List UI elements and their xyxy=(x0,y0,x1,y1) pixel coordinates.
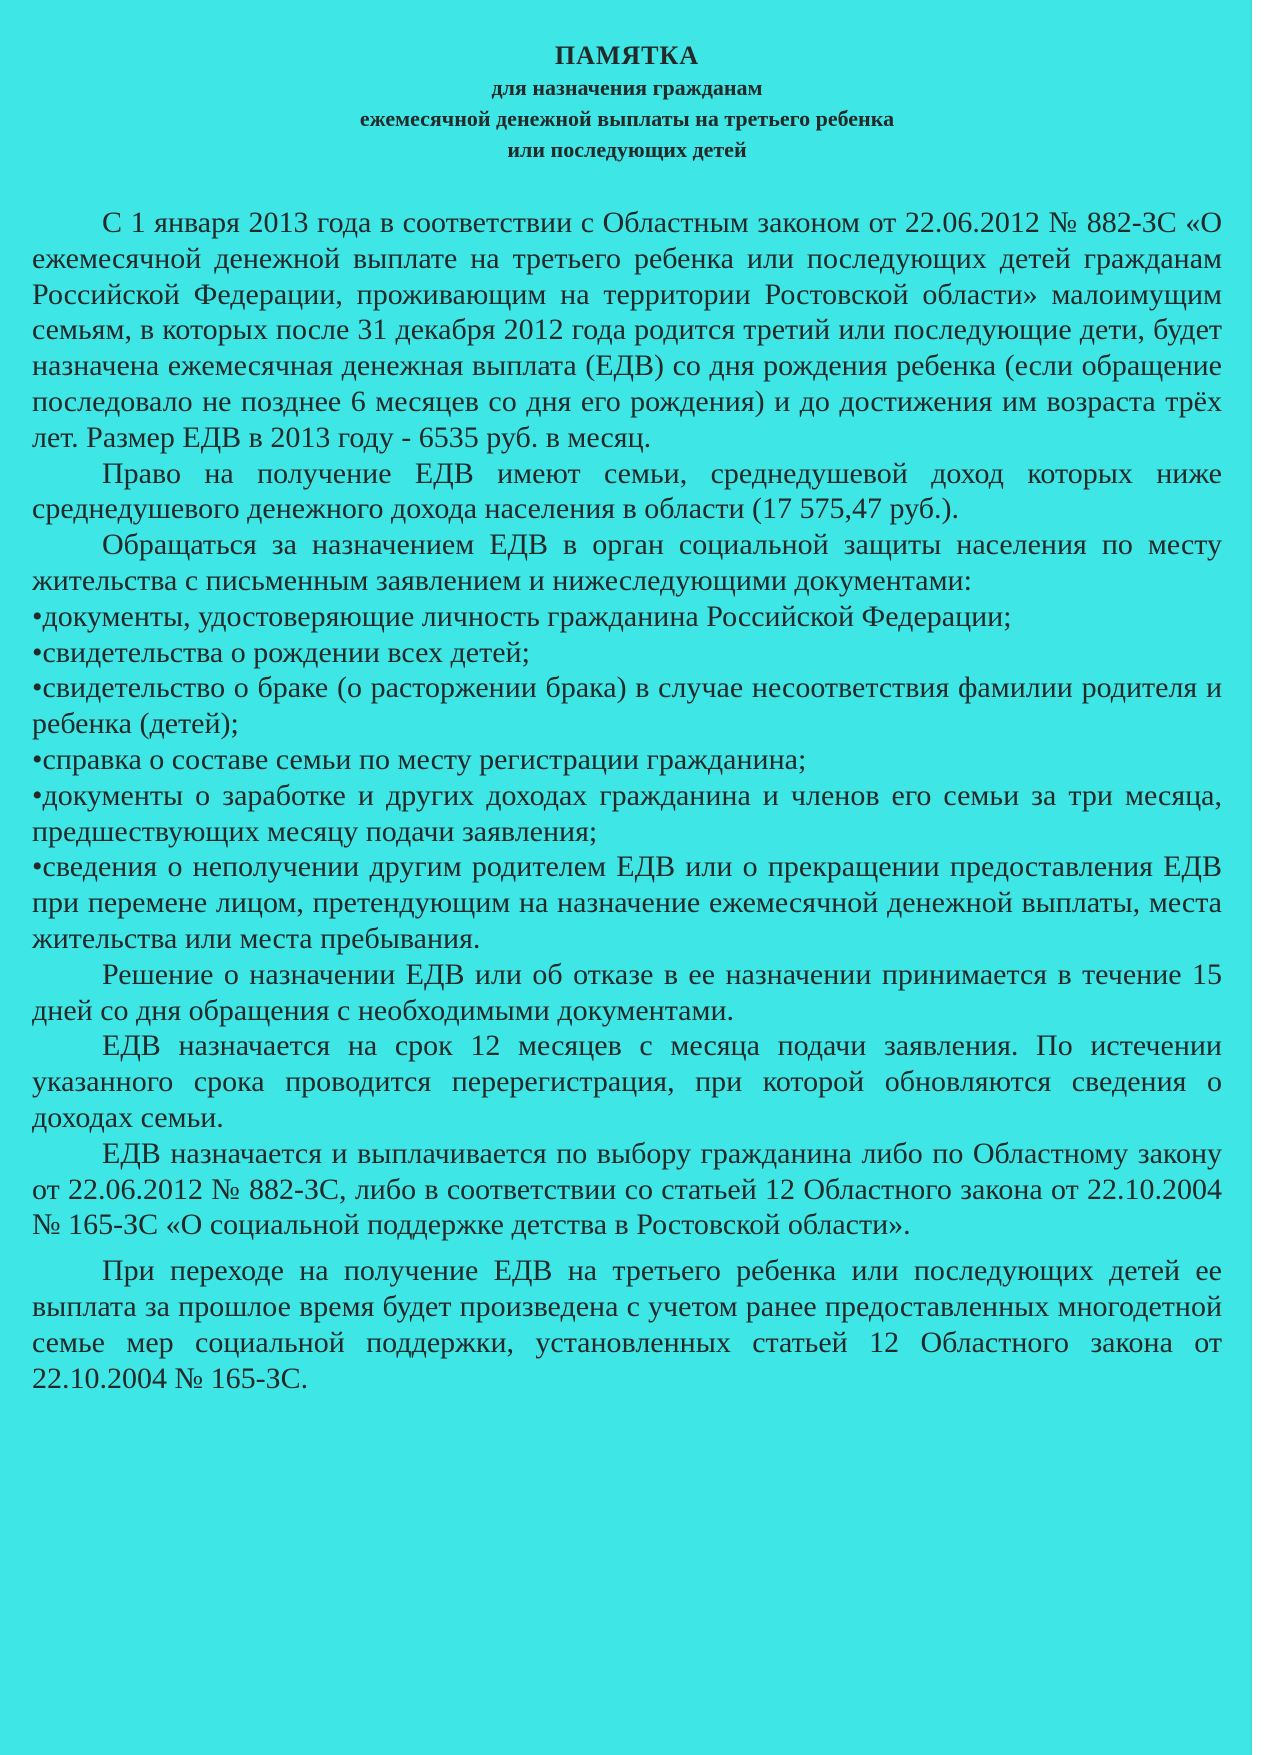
document-body xyxy=(32,205,1222,1396)
paragraph-intro: С 1 января 2013 года в соответствии с Областным законом от 22.06.2012 № 882-ЗС «О ежемесячной денежной выплате на третьего ребенка или последующих детей гражданам Российской Федерации, проживающим на территории Ростовской области» малоимущим семьям, в которых после 31 декабря 2012 года родится третий или последующие дети, будет назначена ежемесячная денежная выплата (ЕДВ) со дня рождения ребенка (если обращение последовало не позднее 6 месяцев со дня его рождения) и до достижения им возраста трёх лет. Размер ЕДВ в 2013 году - 6535 руб. в месяц. xyxy=(32,206,1222,454)
paragraph-application: Обращаться за назначением ЕДВ в орган социальной защиты населения по месту жительства с письменным заявлением и нижеследующими документами: xyxy=(32,528,1222,597)
document-list-item: •сведения о неполучении другим родителем ЕДВ или о прекращении предоставления ЕДВ при перемене лицом, претендующим на назначение ежемесячной денежной выплаты, места жительства или места пребывания. xyxy=(32,850,1222,955)
document-list-item: •справка о составе семьи по месту регистрации гражданина; xyxy=(32,742,807,776)
paragraph-decision: Решение о назначении ЕДВ или об отказе в ее назначении принимается в течение 15 дней со дня обращения с необходимыми документами. xyxy=(32,957,1222,1027)
document-subtitle-line: ежемесячной денежной выплаты на третьего ребенка xyxy=(359,106,895,131)
document-list-item: •документы о заработке и других доходах гражданина и членов его семьи за три месяца, предшествующих месяцу подачи заявления; xyxy=(32,778,1222,848)
paragraph-choice: ЕДВ назначается и выплачивается по выбору гражданина либо по Областному закону от 22.06.2012 № 882-ЗС, либо в соответствии со статьей 12 Областного закона от 22.10.2004 № 165-ЗС «О социальной поддержке детства в Ростовской области». xyxy=(32,1136,1222,1242)
paragraph-eligibility: Право на получение ЕДВ имеют семьи, среднедушевой доход которых ниже среднедушевого денежного дохода населения в области (17 575,47 руб.). xyxy=(32,456,1222,526)
document-list-item: •свидетельства о рождении всех детей; xyxy=(32,635,530,669)
document-subtitle-line: для назначения гражданам xyxy=(491,75,763,100)
document-list-item: •документы, удостоверяющие личность гражданина Российской Федерации; xyxy=(32,599,1012,633)
document-title: ПАМЯТКА xyxy=(554,41,700,70)
scan-margin xyxy=(1252,0,1268,1755)
document-content xyxy=(32,40,1222,1396)
paragraph-transition: При переходе на получение ЕДВ на третьего ребенка или последующих детей ее выплата за прошлое время будет произведена с учетом ранее предоставленных многодетной семье мер социальной поддержки, установленных статьей 12 Областного закона от 22.10.2004 № 165-ЗС. xyxy=(32,1254,1222,1395)
paragraph-term: ЕДВ назначается на срок 12 месяцев с месяца подачи заявления. По истечении указанного срока проводится перерегистрация, при которой обновляются сведения о доходах семьи. xyxy=(32,1029,1222,1134)
document-subtitle-line: или последующих детей xyxy=(507,137,747,162)
document-list-item: •свидетельство о браке (о расторжении брака) в случае несоответствия фамилии родителя и ребенка (детей); xyxy=(32,671,1222,741)
